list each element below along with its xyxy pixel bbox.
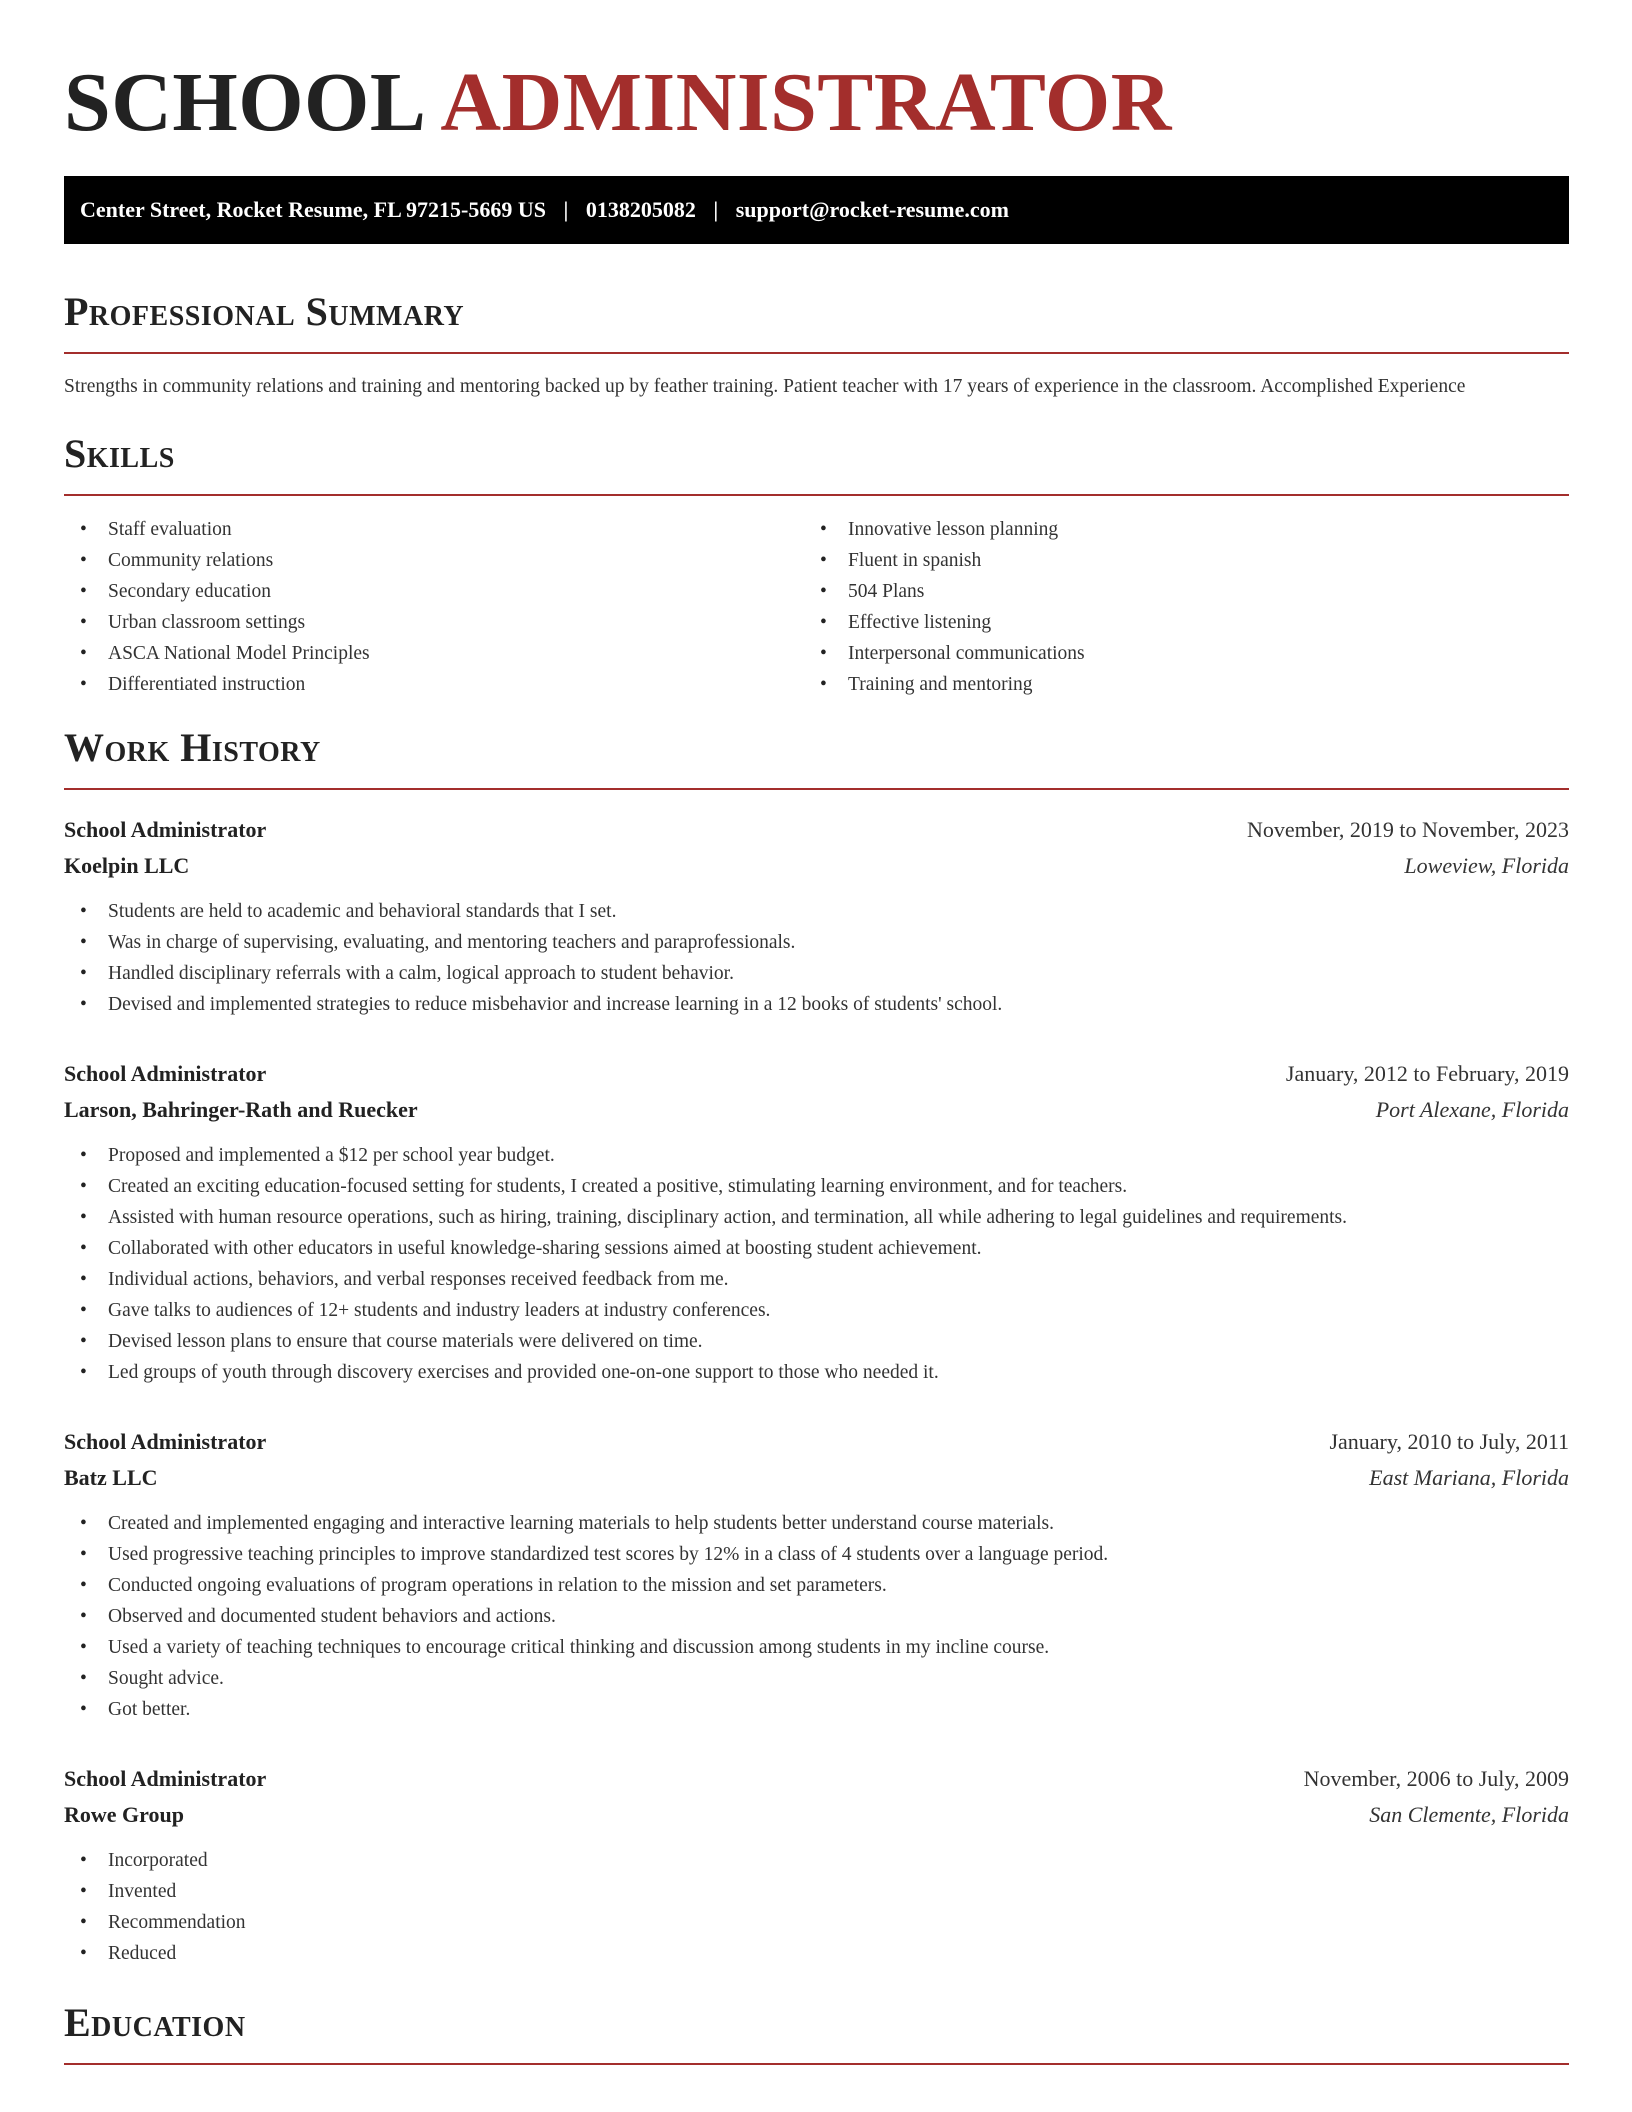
- job-bullets: [64, 1845, 1569, 1969]
- job-bullet: • Invented: [64, 1876, 1569, 1907]
- skill-item: • Interpersonal communications: [804, 638, 1544, 669]
- job-company-row: [64, 1092, 1569, 1128]
- job-bullet: • Individual actions, behaviors, and verbal responses received feedback from me.: [64, 1264, 1569, 1295]
- name-last: ADMINISTRATOR: [440, 56, 1172, 149]
- job-bullet: • Recommendation: [64, 1907, 1569, 1938]
- contact-separator: |: [713, 197, 719, 222]
- job-title: School Administrator: [64, 1766, 267, 1791]
- job-bullet: • Used progressive teaching principles to improve standardized test scores by 12% in a class of 4 students over a language period.: [64, 1539, 1569, 1570]
- job-company: Rowe Group: [64, 1802, 184, 1827]
- skill-item: • Training and mentoring: [804, 669, 1544, 700]
- summary-text: Strengths in community relations and training and mentoring backed up by feather training. Patient teacher with 17 years of experience in the classroom. Accomplished Experience: [64, 376, 1466, 397]
- contact-phone: 0138205082: [585, 197, 696, 222]
- skill-item: • Secondary education: [64, 576, 804, 607]
- job-bullet: • Sought advice.: [64, 1663, 1569, 1694]
- job-company: Batz LLC: [64, 1465, 158, 1490]
- skill-item: • Staff evaluation: [64, 514, 804, 545]
- job-company-row: [64, 1797, 1569, 1833]
- job-bullet: • Conducted ongoing evaluations of program operations in relation to the mission and set parameters.: [64, 1570, 1569, 1601]
- job-bullet: • Incorporated: [64, 1845, 1569, 1876]
- job-bullet: • Students are held to academic and behavioral standards that I set.: [64, 896, 1569, 927]
- skill-item: • Fluent in spanish: [804, 545, 1544, 576]
- summary-heading: Professional Summary: [64, 289, 465, 334]
- resume-page: [64, 0, 1569, 2065]
- skill-item: • Differentiated instruction: [64, 669, 804, 700]
- job-entry: [64, 1761, 1569, 1969]
- job-bullet: • Gave talks to audiences of 12+ students and industry leaders at industry conferences.: [64, 1295, 1569, 1326]
- job-company: Koelpin LLC: [64, 853, 190, 878]
- skill-item: • ASCA National Model Principles: [64, 638, 804, 669]
- contact-address: Center Street, Rocket Resume, FL 97215-5669 US: [80, 197, 546, 222]
- job-header-row: [64, 1056, 1569, 1092]
- skill-item: • 504 Plans: [804, 576, 1544, 607]
- job-location: East Mariana, Florida: [1369, 1465, 1569, 1490]
- job-bullet: • Observed and documented student behaviors and actions.: [64, 1601, 1569, 1632]
- job-bullet: • Was in charge of supervising, evaluating, and mentoring teachers and paraprofessionals.: [64, 927, 1569, 958]
- job-bullet: • Devised and implemented strategies to reduce misbehavior and increase learning in a 12 books of students' school.: [64, 989, 1569, 1020]
- job-entry: [64, 812, 1569, 1020]
- name-first: SCHOOL: [64, 56, 427, 149]
- job-dates: January, 2010 to July, 2011: [1329, 1429, 1569, 1454]
- section-divider: [64, 2063, 1569, 2065]
- job-location: San Clemente, Florida: [1369, 1802, 1569, 1827]
- job-bullet: • Reduced: [64, 1938, 1569, 1969]
- contact-separator: |: [563, 197, 569, 222]
- job-dates: January, 2012 to February, 2019: [1285, 1061, 1569, 1086]
- job-dates: November, 2006 to July, 2009: [1303, 1766, 1569, 1791]
- work-history-heading: Work History: [64, 725, 321, 770]
- job-bullet: • Assisted with human resource operations, such as hiring, training, disciplinary action, and termination, all while adhering to legal guidelines and requirements.: [64, 1202, 1569, 1233]
- job-bullet: • Led groups of youth through discovery exercises and provided one-on-one support to those who needed it.: [64, 1357, 1569, 1388]
- job-location: Loweview, Florida: [1404, 853, 1569, 878]
- job-header-row: [64, 1761, 1569, 1797]
- job-bullet: • Handled disciplinary referrals with a calm, logical approach to student behavior.: [64, 958, 1569, 989]
- section-divider: [64, 788, 1569, 790]
- job-bullet: • Proposed and implemented a $12 per school year budget.: [64, 1140, 1569, 1171]
- job-bullet: • Collaborated with other educators in useful knowledge-sharing sessions aimed at boosting student achievement.: [64, 1233, 1569, 1264]
- job-header-row: [64, 1424, 1569, 1460]
- skills-grid: [64, 514, 1569, 700]
- job-company-row: [64, 1460, 1569, 1496]
- education-heading: Education: [64, 2000, 246, 2045]
- job-bullets: [64, 1508, 1569, 1725]
- job-entry: [64, 1056, 1569, 1388]
- job-company-row: [64, 848, 1569, 884]
- skills-list-left: [64, 514, 804, 700]
- job-title: School Administrator: [64, 1061, 267, 1086]
- job-bullet: • Devised lesson plans to ensure that course materials were delivered on time.: [64, 1326, 1569, 1357]
- skill-item: • Innovative lesson planning: [804, 514, 1544, 545]
- skills-heading: Skills: [64, 431, 175, 476]
- resume-name: [64, 58, 1569, 148]
- contact-email: support@rocket-resume.com: [735, 197, 1009, 222]
- job-company: Larson, Bahringer-Rath and Ruecker: [64, 1097, 418, 1122]
- job-bullet: • Got better.: [64, 1694, 1569, 1725]
- job-title: School Administrator: [64, 1429, 267, 1454]
- skill-item: • Effective listening: [804, 607, 1544, 638]
- job-header-row: [64, 812, 1569, 848]
- skill-item: • Urban classroom settings: [64, 607, 804, 638]
- job-bullets: [64, 896, 1569, 1020]
- skills-list-right: [804, 514, 1544, 700]
- job-location: Port Alexane, Florida: [1375, 1097, 1569, 1122]
- skill-item: • Community relations: [64, 545, 804, 576]
- job-bullets: [64, 1140, 1569, 1388]
- section-divider: [64, 494, 1569, 496]
- section-divider: [64, 352, 1569, 354]
- job-title: School Administrator: [64, 817, 267, 842]
- job-entry: [64, 1424, 1569, 1725]
- contact-bar: [64, 176, 1569, 244]
- job-dates: November, 2019 to November, 2023: [1246, 817, 1569, 842]
- job-bullet: • Used a variety of teaching techniques to encourage critical thinking and discussion among students in my incline course.: [64, 1632, 1569, 1663]
- job-bullet: • Created and implemented engaging and interactive learning materials to help students better understand course materials.: [64, 1508, 1569, 1539]
- job-bullet: • Created an exciting education-focused setting for students, I created a positive, stimulating learning environment, and for teachers.: [64, 1171, 1569, 1202]
